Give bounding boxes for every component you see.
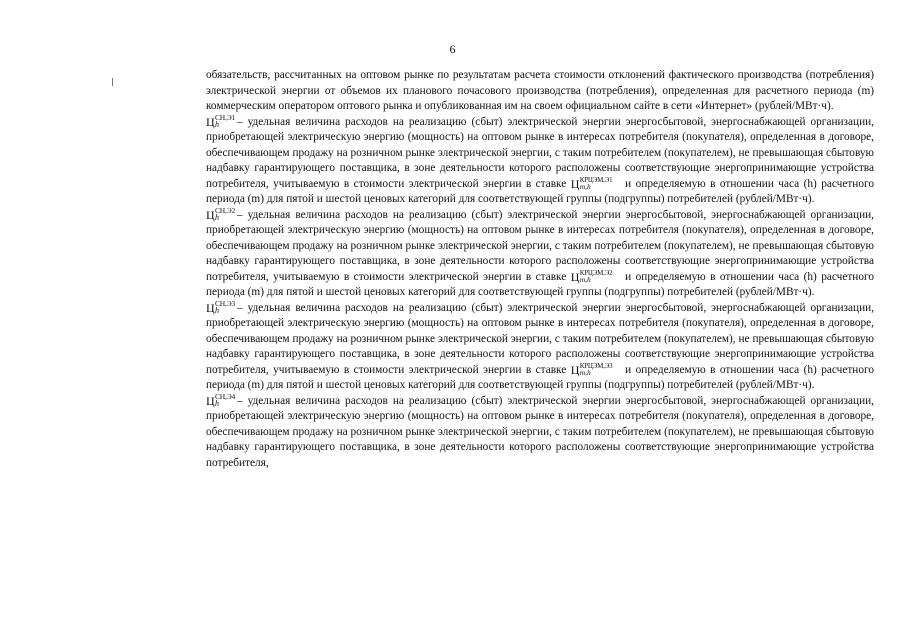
definition-text-end: и определяемую в отношении часа (h) расчетного периода (m) для пятой и шестой ценовых категорий для соответствующей группы (подгруппы) потребителей (рублей/МВт·ч).	[206, 270, 874, 298]
definition-text-end: и определяемую в отношении часа (h) расчетного периода (m) для пятой и шестой ценовых категорий для соответствующей группы (подгруппы) потребителей (рублей/МВт·ч).	[206, 363, 874, 391]
definition-text-start: – удельная величина расходов на реализацию (сбыт) электрической энергии энергосбытовой, энергоснабжающей организации, приобретающей электрическую энергию (мощность) на оптовом рынке в интересах потребителя (покупателя), определенная в договоре, обеспечивающем продажу на розничном рынке электрической энергии, с таким потребителем (покупателем), не превышающая сбытовую надбавку гарантирующего поставщика, в зоне деятельности которого расположены соответствующие энергопринимающие устройства потребителя, учитываемую в стоимости электрической энергии в ставке	[206, 208, 874, 283]
definition-text-start: – удельная величина расходов на реализацию (сбыт) электрической энергии энергосбытовой, энергоснабжающей организации, приобретающей электрическую энергию (мощность) на оптовом рынке в интересах потребителя (покупателя), определенная в договоре, обеспечивающем продажу на розничном рынке электрической энергии, с таким потребителем (покупателем), не превышающая сбытовую надбавку гарантирующего поставщика, в зоне деятельности которого расположены соответствующие энергопринимающие устройства потребителя,	[206, 394, 874, 469]
rate-symbol: Ц КРЦЭМ,Э3 m,h	[570, 362, 613, 377]
price-symbol: Ц СН,Э2 h	[206, 206, 235, 222]
definition-paragraph-4	[206, 394, 874, 472]
page-number: 6	[449, 42, 456, 56]
definition-text-start: – удельная величина расходов на реализацию (сбыт) электрической энергии энергосбытовой, энергоснабжающей организации, приобретающей электрическую энергию (мощность) на оптовом рынке в интересах потребителя (покупателя), определенная в договоре, обеспечивающем продажу на розничном рынке электрической энергии, с таким потребителем (покупателем), не превышающая сбытовую надбавку гарантирующего поставщика, в зоне деятельности которого расположены соответствующие энергопринимающие устройства потребителя, учитываемую в стоимости электрической энергии в ставке	[206, 115, 874, 190]
margin-mark	[112, 78, 113, 86]
definition-paragraph-3	[206, 301, 874, 394]
definition-text-end: и определяемую в отношении часа (h) расчетного периода (m) для пятой и шестой ценовых категорий для соответствующей группы (подгруппы) потребителей (рублей/МВт·ч).	[206, 177, 874, 205]
price-symbol: Ц СН,Э1 h	[206, 113, 235, 129]
definition-text-start: – удельная величина расходов на реализацию (сбыт) электрической энергии энергосбытовой, энергоснабжающей организации, приобретающей электрическую энергию (мощность) на оптовом рынке в интересах потребителя (покупателя), определенная в договоре, обеспечивающем продажу на розничном рынке электрической энергии, с таким потребителем (покупателем), не превышающая сбытовую надбавку гарантирующего поставщика, в зоне деятельности которого расположены соответствующие энергопринимающие устройства потребителя, учитываемую в стоимости электрической энергии в ставке	[206, 301, 874, 376]
definition-paragraph-1	[206, 115, 874, 208]
price-symbol: Ц СН,Э4 h	[206, 392, 235, 408]
rate-symbol: Ц КРЦЭМ,Э2 m,h	[570, 269, 613, 284]
rate-symbol: Ц КРЦЭМ,Э1 m,h	[570, 176, 613, 191]
definition-paragraph-2	[206, 208, 874, 301]
price-symbol: Ц СН,Э3 h	[206, 299, 235, 315]
intro-paragraph: обязательств, рассчитанных на оптовом рынке по результатам расчета стоимости отклонений фактического производства (потребления) электрической энергии от объемов их планового почасового производства (потребления), определенная для расчетного периода (m) коммерческим оператором оптового рынка и опубликованная им на своем официальном сайте в сети «Интернет» (рублей/МВт·ч).	[206, 69, 874, 112]
document-body	[206, 68, 874, 471]
